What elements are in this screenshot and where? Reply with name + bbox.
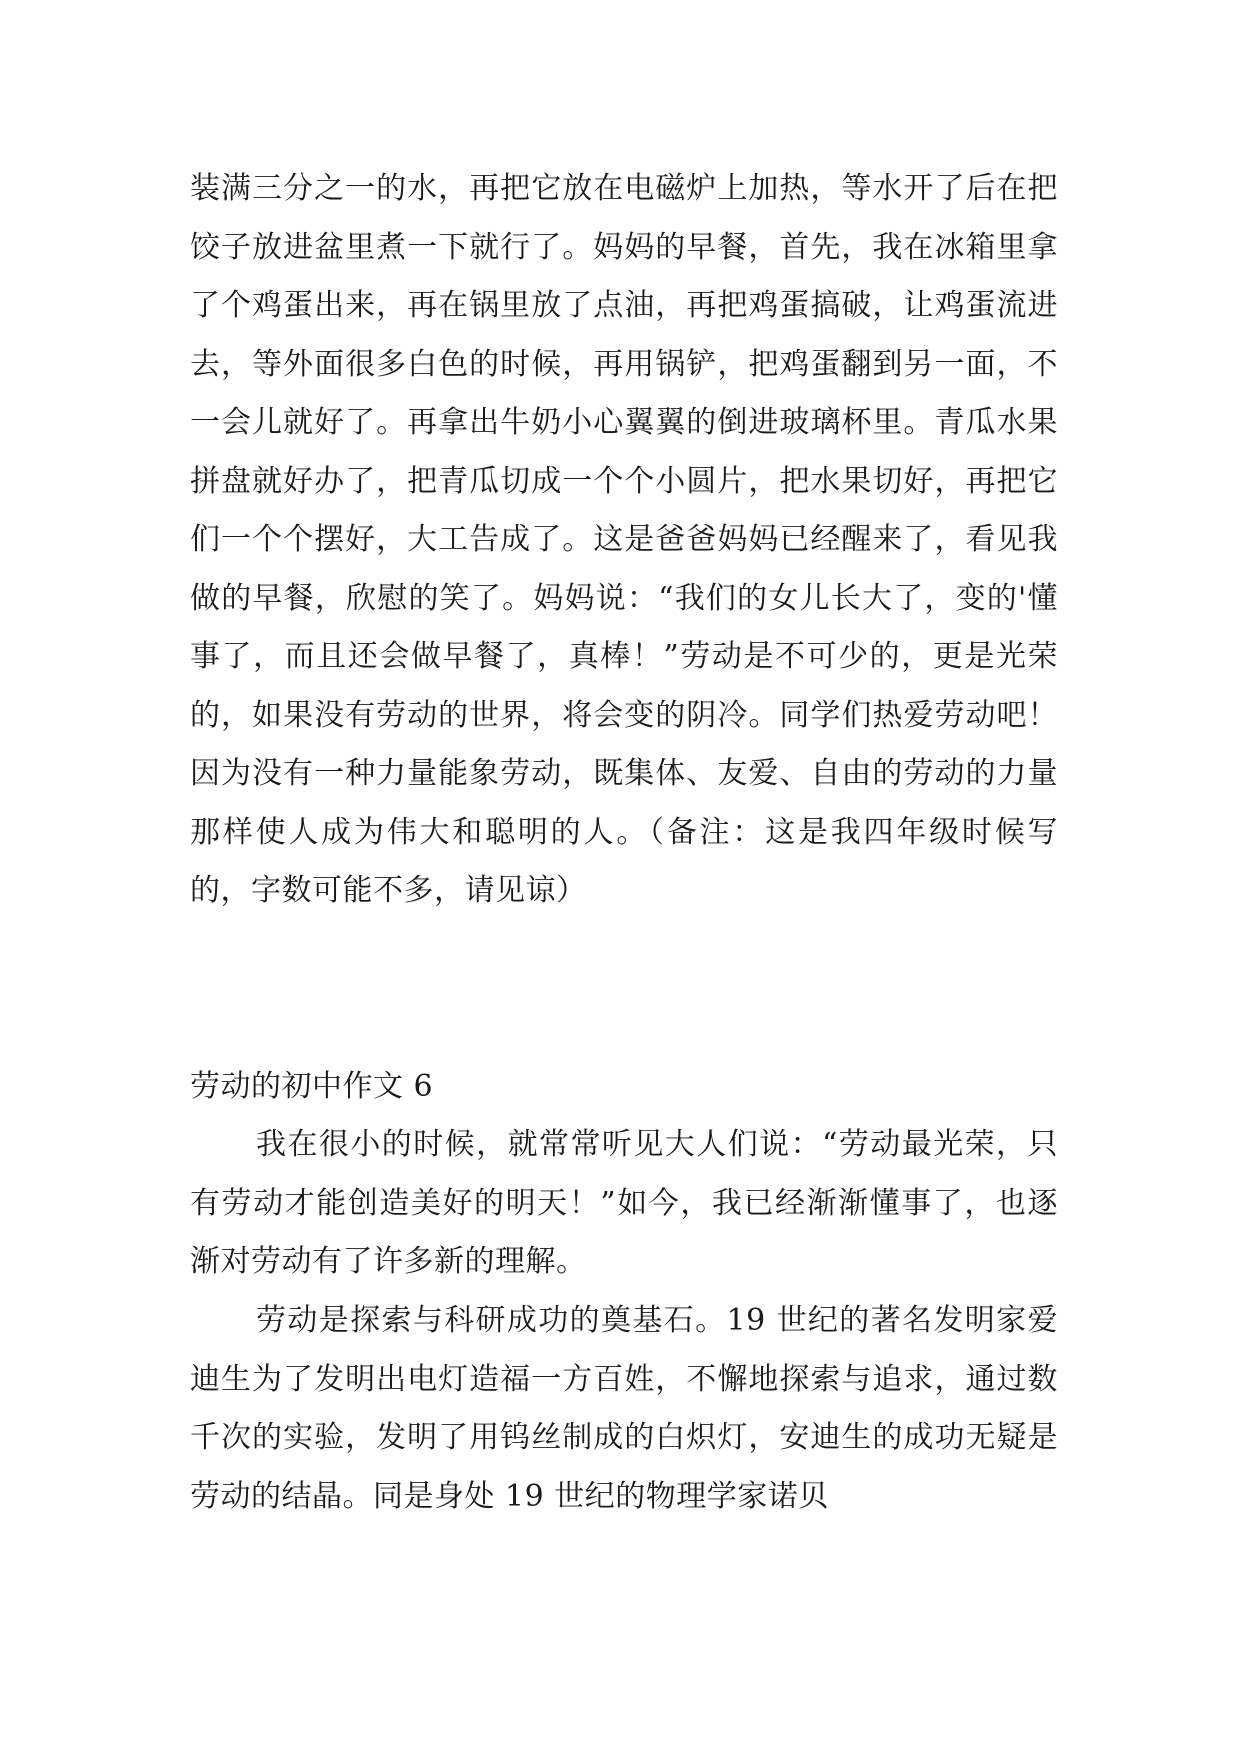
body-paragraph: 劳动是探索与科研成功的奠基石。19 世纪的著名发明家爱迪生为了发明出电灯造福一方百姓，不懈地探索与追求，通过数千次的实验，发明了用钨丝制成的白炽灯，安迪生的成功无疑是劳动的结晶。同是身处 19 世纪的物理学家诺贝 xyxy=(190,1303,1058,1514)
body-paragraph: 我在很小的时候，就常常听见大人们说：“劳动最光荣，只有劳动才能创造美好的明天！”如今，我已经渐渐懂事了，也逐渐对劳动有了许多新的理解。 xyxy=(190,1127,1058,1279)
body-paragraph: 装满三分之一的水，再把它放在电磁炉上加热，等水开了后在把饺子放进盆里煮一下就行了。妈妈的早餐，首先，我在冰箱里拿了个鸡蛋出来，再在锅里放了点油，再把鸡蛋搞破，让鸡蛋流进去，等外面很多白色的时候，再用锅铲，把鸡蛋翻到另一面，不一会儿就好了。再拿出牛奶小心翼翼的倒进玻璃杯里。青瓜水果拼盘就好办了，把青瓜切成一个个小圆片，把水果切好，再把它们一个个摆好，大工告成了。这是爸爸妈妈已经醒来了，看见我做的早餐，欣慰的笑了。妈妈说：“我们的女儿长大了，变的'懂事了，而且还会做早餐了，真棒！”劳动是不可少的，更是光荣的，如果没有劳动的世界，将会变的阴冷。同学们热爱劳动吧！因为没有一种力量能象劳动，既集体、友爱、自由的劳动的力量那样使人成为伟大和聪明的人。（备注：这是我四年级时候写的，字数可能不多，请见谅） xyxy=(190,171,1058,908)
section-title: 劳动的初中作文 6 xyxy=(190,1069,434,1104)
